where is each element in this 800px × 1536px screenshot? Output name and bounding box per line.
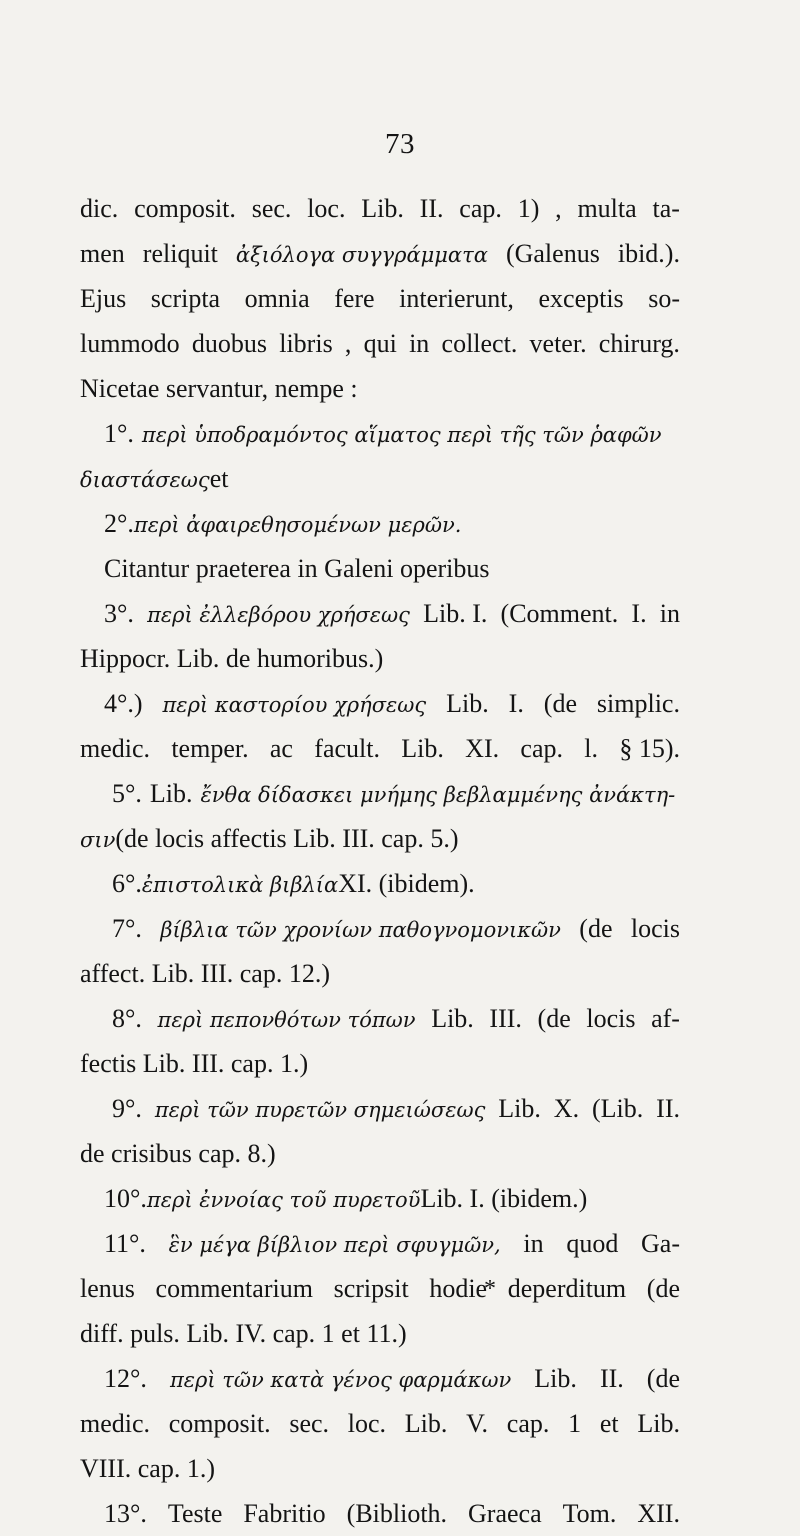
text-line: [80, 1131, 680, 1176]
text-word: loc.: [347, 1409, 387, 1438]
text-word: (Galenus: [505, 239, 600, 268]
text-line: [80, 1041, 680, 1086]
text-word: affect. Lib. III. cap. 12.): [80, 959, 331, 988]
text-word: § 15).: [619, 734, 680, 763]
text-word: libris: [279, 329, 333, 358]
text-line: [80, 861, 680, 906]
greek-phrase: περὶ ἐλλεβόρου χρήσεως: [147, 603, 410, 627]
text-word: lenus: [80, 1274, 135, 1303]
text-word: Lib.: [534, 1364, 577, 1393]
text-word: II.: [419, 194, 444, 223]
text-word: 2°.: [104, 509, 134, 538]
text-word: Teste: [167, 1499, 223, 1528]
text-word: scripsit: [333, 1274, 409, 1303]
text-word: ,: [555, 194, 562, 223]
text-word: collect.: [441, 329, 518, 358]
text-word: (de locis affectis Lib. III. cap. 5.): [115, 824, 459, 853]
text-word: (Lib.: [591, 1094, 644, 1123]
text-word: (Biblioth.: [346, 1499, 448, 1528]
text-word: in: [523, 1229, 544, 1258]
text-word: Citantur praeterea in Galeni operibus: [104, 554, 490, 583]
text-word: locis: [586, 1004, 636, 1033]
text-word: (de: [579, 914, 613, 943]
text-line: [80, 1311, 680, 1356]
text-word: commentarium: [155, 1274, 313, 1303]
signature-mark: *: [484, 1276, 496, 1302]
text-word: sec.: [289, 1409, 330, 1438]
text-word: 4°.): [104, 689, 143, 718]
text-word: quod: [566, 1229, 619, 1258]
text-word: Lib.: [404, 1409, 448, 1438]
text-word: ta-: [652, 194, 680, 223]
text-word: men: [80, 239, 125, 268]
text-word: temper.: [171, 734, 249, 763]
text-word: de crisibus cap. 8.): [80, 1139, 276, 1168]
text-line: [80, 321, 680, 366]
text-word: II.: [599, 1364, 624, 1393]
text-word: ibid.).: [617, 239, 680, 268]
text-word: composit.: [134, 194, 236, 223]
text-word: facult.: [314, 734, 380, 763]
text-word: I.: [508, 689, 524, 718]
text-word: cap.: [506, 1409, 550, 1438]
text-word: V.: [466, 1409, 489, 1438]
text-line: [80, 636, 680, 681]
text-word: et: [599, 1409, 619, 1438]
text-word: Hippocr. Lib. de humoribus.): [80, 644, 384, 673]
text-word: (de: [543, 689, 577, 718]
text-line: [80, 1176, 680, 1221]
text-word: 7°.: [112, 914, 142, 943]
text-word: (Comment.: [500, 599, 619, 628]
text-word: Lib.: [149, 779, 193, 808]
text-word: in: [409, 329, 430, 358]
greek-phrase: βίβλια τῶν χρονίων παθογνομονικῶν: [160, 918, 561, 942]
text-line: [80, 906, 680, 951]
greek-phrase: σιν: [80, 828, 116, 852]
text-word: 1: [568, 1409, 582, 1438]
greek-phrase: ἔνθα δίδασκει μνήμης βεβλαμμένης ἀνάκτη-: [200, 783, 676, 807]
text-word: dic.: [80, 194, 119, 223]
greek-phrase: ἀξιόλογα συγγράμματα: [235, 243, 488, 267]
text-word: (de: [646, 1364, 680, 1393]
text-word: XII.: [637, 1499, 680, 1528]
greek-phrase: ἐπιστολικὰ βιβλία: [141, 873, 339, 897]
text-word: Lib.: [637, 1409, 680, 1438]
text-line: [80, 591, 680, 636]
text-line: [80, 1446, 680, 1491]
text-word: l.: [584, 734, 599, 763]
text-line: [80, 501, 680, 546]
text-line: [80, 1401, 680, 1446]
text-word: in: [659, 599, 680, 628]
text-word: 11°.: [104, 1229, 146, 1258]
text-word: 12°.: [104, 1364, 147, 1393]
greek-phrase: περὶ ἐννοίας τοῦ πυρετοῦ: [146, 1188, 421, 1212]
text-word: Lib. I.: [423, 599, 488, 628]
text-line: [80, 411, 680, 456]
text-line: [80, 771, 680, 816]
text-word: 1): [517, 194, 540, 223]
text-word: interierunt,: [399, 284, 514, 313]
text-word: II.: [656, 1094, 680, 1123]
text-word: veter.: [529, 329, 587, 358]
text-word: Fabritio: [243, 1499, 326, 1528]
greek-phrase: ἓν μέγα βίβλιον περὶ σφυγμῶν,: [168, 1233, 501, 1257]
text-word: 13°.: [104, 1499, 147, 1528]
text-word: duobus: [191, 329, 268, 358]
text-line: [80, 951, 680, 996]
text-word: XI.: [465, 734, 500, 763]
text-word: qui: [363, 329, 397, 358]
text-line: [80, 996, 680, 1041]
text-word: 6°.: [112, 869, 142, 898]
text-line: [80, 276, 680, 321]
text-word: 1°.: [104, 419, 134, 448]
text-word: sec.: [251, 194, 292, 223]
greek-phrase: περὶ τῶν κατὰ γένος φαρμάκων: [169, 1368, 512, 1392]
text-word: fere: [334, 284, 375, 313]
text-word: lummodo: [80, 329, 180, 358]
text-line: [80, 1491, 680, 1536]
text-word: Tom.: [562, 1499, 617, 1528]
greek-phrase: περὶ καστορίου χρήσεως: [162, 693, 427, 717]
text-word: medic.: [80, 734, 151, 763]
text-word: diff. puls. Lib. IV. cap. 1 et 11.): [80, 1319, 407, 1348]
text-word: 3°.: [104, 599, 134, 628]
text-line: [80, 186, 680, 231]
text-word: af-: [651, 1004, 680, 1033]
greek-phrase: περὶ πεπονθότων τόπων: [157, 1008, 416, 1032]
text-word: omnia: [244, 284, 310, 313]
page-number: 73: [385, 128, 415, 160]
text-word: loc.: [307, 194, 346, 223]
text-line: [80, 1086, 680, 1131]
text-word: fectis Lib. III. cap. 1.): [80, 1049, 309, 1078]
text-line: [80, 546, 680, 591]
text-line: [80, 816, 680, 861]
text-word: 5°.: [112, 779, 142, 808]
text-word: cap.: [459, 194, 502, 223]
text-word: composit.: [168, 1409, 271, 1438]
text-word: I.: [631, 599, 647, 628]
text-word: ac: [269, 734, 293, 763]
text-word: simplic.: [596, 689, 680, 718]
text-word: III.: [489, 1004, 522, 1033]
text-word: et: [209, 464, 229, 493]
text-word: chirurg.: [598, 329, 680, 358]
text-line: [80, 456, 680, 501]
text-word: Lib.: [401, 734, 444, 763]
text-word: ,: [344, 329, 352, 358]
text-word: Nicetae servantur, nempe :: [80, 374, 358, 403]
text-word: exceptis: [538, 284, 624, 313]
text-word: reliquit: [142, 239, 218, 268]
text-word: cap.: [520, 734, 563, 763]
text-word: 8°.: [112, 1004, 142, 1033]
text-word: hodie: [429, 1274, 488, 1303]
text-word: so-: [648, 284, 680, 313]
text-word: medic.: [80, 1409, 151, 1438]
text-word: XI. (ibidem).: [338, 869, 475, 898]
greek-phrase: περὶ ὑποδραμόντος αἵματος περὶ τῆς τῶν ῥαφῶν: [141, 423, 662, 447]
text-word: Ejus: [80, 284, 127, 313]
text-word: 10°.: [104, 1184, 147, 1213]
text-line: [80, 231, 680, 276]
text-word: Ga-: [641, 1229, 680, 1258]
text-word: Lib.: [446, 689, 489, 718]
text-word: locis: [630, 914, 680, 943]
greek-phrase: περὶ τῶν πυρετῶν σημειώσεως: [154, 1098, 486, 1122]
text-word: deperditum: [507, 1274, 627, 1303]
greek-phrase: περὶ ἀφαιρεθησομένων μερῶν.: [133, 513, 462, 537]
text-word: Lib. I. (ibidem.): [420, 1184, 588, 1213]
text-word: (de: [537, 1004, 571, 1033]
greek-phrase: διαστάσεως: [80, 468, 210, 492]
text-word: 9°.: [112, 1094, 142, 1123]
text-word: (de: [646, 1274, 680, 1303]
text-word: VIII. cap. 1.): [80, 1454, 215, 1483]
text-word: X.: [553, 1094, 580, 1123]
text-line: [80, 726, 680, 771]
text-word: scripta: [150, 284, 221, 313]
text-line: [80, 1266, 680, 1311]
text-word: multa: [577, 194, 637, 223]
text-word: Lib.: [361, 194, 404, 223]
text-word: Lib.: [431, 1004, 474, 1033]
text-line: [80, 1221, 680, 1266]
text-word: Lib.: [498, 1094, 541, 1123]
text-line: [80, 1356, 680, 1401]
text-line: [80, 681, 680, 726]
text-line: [80, 366, 680, 411]
body-text: [80, 186, 680, 1536]
text-word: Graeca: [468, 1499, 542, 1528]
